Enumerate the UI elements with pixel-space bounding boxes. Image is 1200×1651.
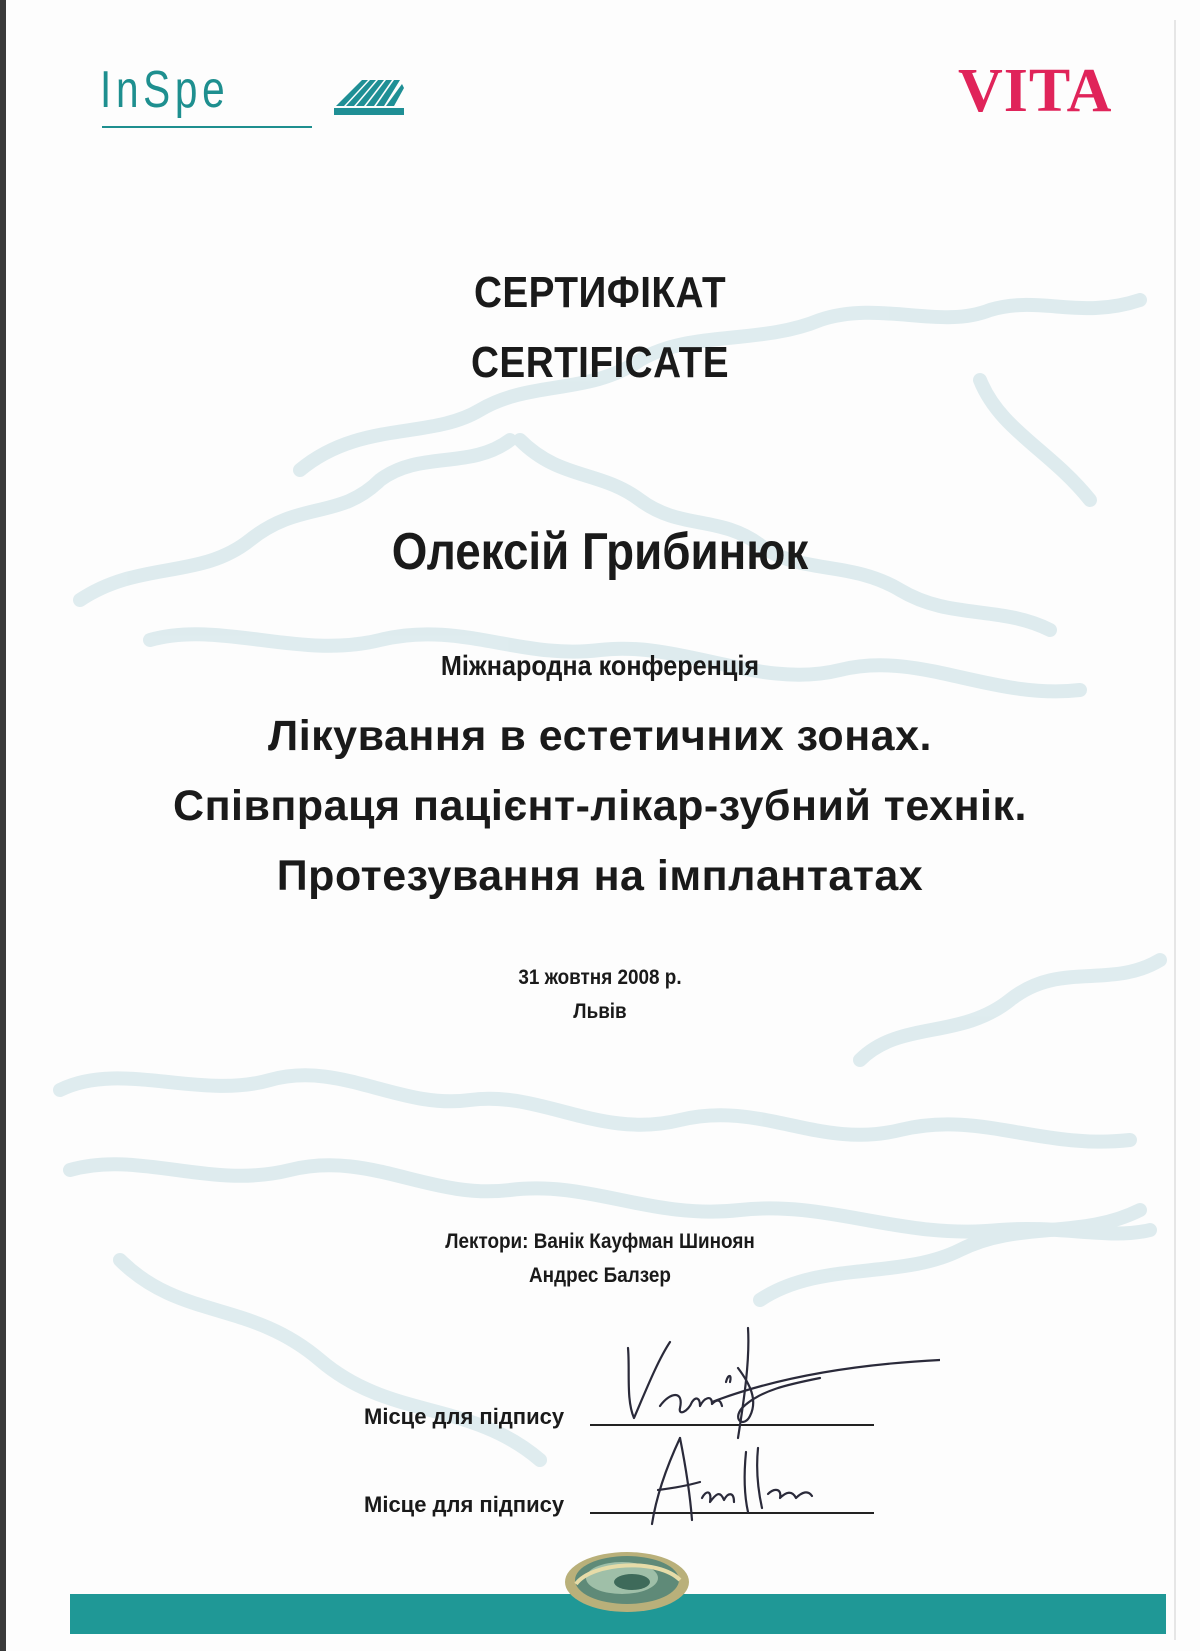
- lecturers-line: Андрес Балзер: [529, 1264, 671, 1287]
- topic-line: Лікування в естетичних зонах.: [268, 712, 932, 760]
- signature-label: Місце для підпису: [364, 1492, 565, 1517]
- inspe-logo-underline: [102, 126, 312, 128]
- signature-image: [640, 1428, 840, 1528]
- topic-line: Співпраця пацієнт-лікар-зубний технік.: [173, 782, 1027, 830]
- title-english: CERTIFICATE: [471, 338, 729, 387]
- recipient-name: Олексій Грибинюк: [391, 523, 809, 581]
- inspe-shell-icon: [322, 74, 412, 120]
- event-city: Львів: [573, 1000, 627, 1023]
- inspe-logo-text: InSpe: [100, 61, 230, 119]
- lecturers-line: Лектори: Ванік Кауфман Шиноян: [445, 1230, 755, 1253]
- event-type: Міжнародна конференція: [440, 650, 760, 681]
- signature-label: Місце для підпису: [364, 1404, 565, 1429]
- shell-seal-icon: [562, 1548, 692, 1614]
- topic-line: Протезування на імплантатах: [276, 852, 924, 900]
- inspe-logo: [100, 56, 330, 136]
- title-ukrainian: СЕРТИФІКАТ: [473, 268, 727, 317]
- signature-image: [600, 1320, 940, 1440]
- event-date: 31 жовтня 2008 р.: [518, 966, 682, 989]
- vita-logo: VITA: [958, 57, 1113, 125]
